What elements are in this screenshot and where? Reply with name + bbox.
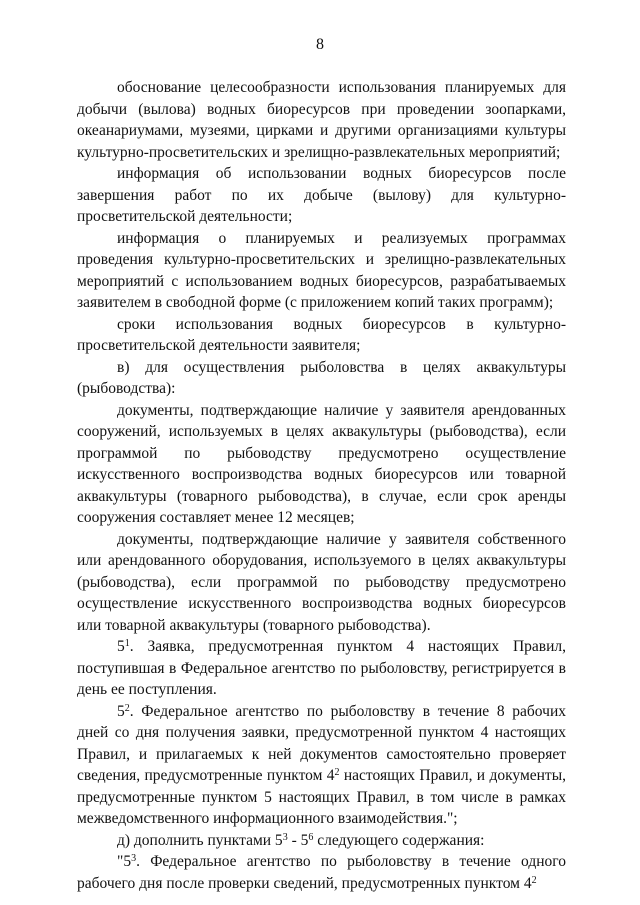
clause-number: 5 [117,702,125,720]
clause-number: 5 [117,638,125,655]
paragraph: документы, подтверждающие наличие у заявителя арендованных сооружений, используемых в целях аквакультуры (рыбоводства), если программой по рыбоводству предусмотрено осуществление искусственного воспроизводства водных биоресурсов или товарной аквакультуры (товарного рыбоводства), в случае, если срок аренды сооружения составляет менее 12 месяцев; [77,401,566,526]
paragraph: информация о планируемых и реализуемых программах проведения культурно-просветительских и зрелищно-развлекательных мероприятий с использованием водных биоресурсов, разрабатываемых заявителем в свободной форме (с приложением копий таких программ); [77,229,566,311]
page-number: 8 [316,36,324,53]
paragraph: информация об использовании водных биоресурсов после завершения работ по их добыче (вылову) для культурно-просветительской деятельности; [77,165,566,225]
paragraph: сроки использования водных биоресурсов в культурно-просветительской деятельности заявителя; [77,315,566,354]
clause-number: "5 [117,853,132,870]
paragraph: обоснование целесообразности использования планируемых для добычи (вылова) водных биоресурсов при проведении зоопарками, океанариумами, музеями, цирками и другими организациями культуры культурно-просветительских и зрелищно-развлекательных мероприятий; [77,79,566,161]
reference-superscript: 3 [282,831,288,843]
clause-text: д) дополнить пунктами 5 [117,831,283,849]
clause-text: следующего содержания: [313,831,485,849]
paragraph-supplement [77,830,566,852]
clause-text: . Федеральное агентство по рыболовству в течение 8 рабочих дней со дня получения заявки, предусмотренной пунктом 4 настоящих Правил, и прилагаемых к ней документов самостоятельно проверяет сведения, предусмотренные пунктом 4 [77,702,566,784]
clause-text: . Федеральное агентство по рыболовству в течение одного рабочего дня после проверки сведений, предусмотренных пунктом 4 [77,853,566,892]
paragraph-5-3 [77,851,566,894]
reference-superscript: 2 [334,767,340,778]
paragraph-5-1 [77,636,566,701]
document-body [77,77,566,894]
reference-superscript: 6 [308,831,314,843]
clause-superscript: 2 [124,702,130,714]
clause-superscript: 3 [131,853,137,864]
reference-superscript: 2 [531,874,537,886]
paragraph-5-2 [77,701,566,830]
clause-text: настоящих Правил, и документы, предусмотренные пунктом 5 настоящих Правил, в том числе в рамках межведомственного информационного взаимодействия."; [77,767,566,827]
paragraph: в) для осуществления рыболовства в целях аквакультуры (рыбоводства): [77,358,566,397]
clause-superscript: 1 [124,638,130,649]
clause-text: . Заявка, предусмотренная пунктом 4 настоящих Правил, поступившая в Федеральное агентство по рыболовству, регистрируется в день ее поступления. [77,638,566,698]
paragraph: документы, подтверждающие наличие у заявителя собственного или арендованного оборудования, используемого в целях аквакультуры (рыбоводства), если программой по рыбоводству предусмотрено осуществление искусственного воспроизводства водных биоресурсов или товарной аквакультуры (товарного рыбоводства). [77,530,566,634]
clause-text: - 5 [287,831,309,849]
